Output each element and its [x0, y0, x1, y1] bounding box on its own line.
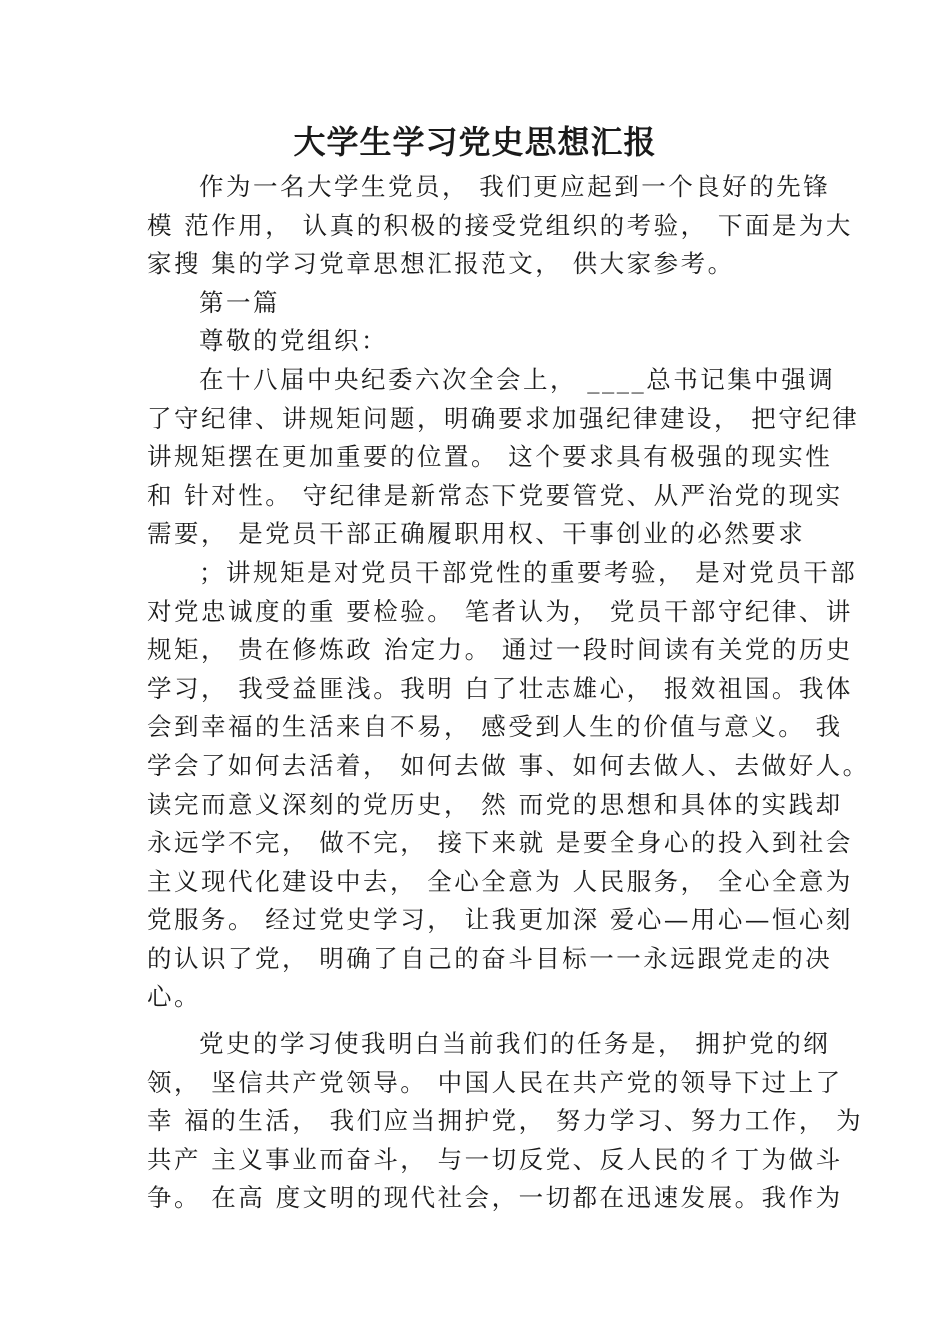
text-line: 对党忠诚度的重 要检验。 笔者认为， 党员干部守纪律、讲 [147, 596, 853, 626]
text-line: 了守纪律、讲规矩问题，明确要求加强纪律建设， 把守纪律 [147, 403, 860, 433]
text-line: 尊敬的党组织： [199, 326, 388, 356]
text-line: 学会了如何去活着， 如何去做 事、如何去做人、去做好人。 [147, 750, 870, 780]
text-line: 领， 坚信共产党领导。 中国人民在共产党的领导下过上了 [147, 1067, 843, 1097]
text-line: 规矩， 贵在修炼政 治定力。 通过一段时间读有关党的历史 [147, 635, 853, 665]
text-line: 共产 主义事业而奋斗， 与一切反党、反人民的彳丁为做斗 [147, 1144, 843, 1174]
text-line: 争。 在高 度文明的现代社会，一切都在迅速发展。我作为 [147, 1183, 843, 1213]
text-line: 主义现代化建设中去， 全心全意为 人民服务， 全心全意为 [147, 866, 853, 896]
text-line: 永远学不完， 做不完， 接下来就 是要全身心的投入到社会 [147, 828, 853, 858]
text-line: 党服务。 经过党史学习， 让我更加深 爱心—用心—恒心刻 [147, 905, 853, 935]
text-line: 和 针对性。 守纪律是新常态下党要管党、从严治党的现实 [147, 480, 843, 510]
text-line: ；讲规矩是对党员干部党性的重要考验， 是对党员干部 [199, 557, 858, 587]
text-line: 模 范作用， 认真的积极的接受党组织的考验， 下面是为大 [147, 210, 853, 240]
text-line: 学习， 我受益匪浅。我明 白了壮志雄心， 报效祖国。我体 [147, 673, 853, 703]
text-line: 在十八届中央纪委六次全会上， ____总书记集中强调 [199, 364, 836, 394]
text-line: 讲规矩摆在更加重要的位置。 这个要求具有极强的现实性 [147, 442, 833, 472]
text-line: 幸 福的生活， 我们应当拥护党， 努力学习、努力工作， 为 [147, 1106, 864, 1136]
text-line: 的认识了党， 明确了自己的奋斗目标一一永远跟党走的决 [147, 943, 833, 973]
text-line: 需要， 是党员干部正确履职用权、干事创业的必然要求 [147, 519, 806, 549]
text-line: 读完而意义深刻的党历史， 然 而党的思想和具体的实践却 [147, 789, 843, 819]
text-line: 作为一名大学生党员， 我们更应起到一个良好的先锋 [199, 172, 831, 201]
page-title: 大学生学习党史思想汇报 [293, 123, 657, 161]
text-line: 心。 [147, 982, 201, 1012]
document-body [147, 168, 870, 1218]
text-line: 党史的学习使我明白当前我们的任务是， 拥护党的纲 [199, 1029, 831, 1059]
text-line: 会到幸福的生活来自不易， 感受到人生的价值与意义。 我 [147, 712, 843, 742]
text-line: 第一篇 [199, 287, 280, 317]
text-line: 家搜 集的学习党章思想汇报范文， 供大家参考。 [147, 249, 735, 279]
